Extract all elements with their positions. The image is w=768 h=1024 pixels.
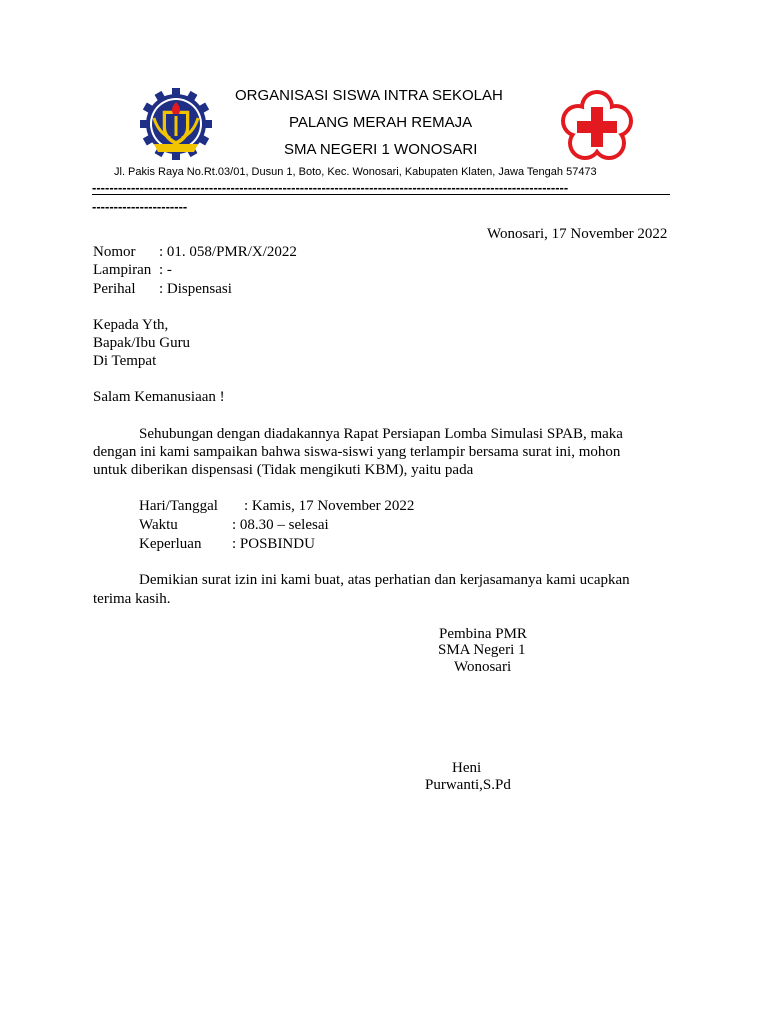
lampiran-label: Lampiran	[93, 262, 152, 278]
header-dash-line-1: --------------------------------------------------------------------------------------------------------------	[92, 181, 569, 194]
recipient-line-1: Kepada Yth,	[93, 317, 169, 333]
detail-label-purpose: Keperluan	[139, 536, 202, 552]
signature-name-2: Purwanti,S.Pd	[425, 777, 511, 793]
perihal-label: Perihal	[93, 281, 136, 297]
header-address: Jl. Pakis Raya No.Rt.03/01, Dusun 1, Boto, Kec. Wonosari, Kabupaten Klaten, Jawa Tengah 57473	[114, 166, 597, 178]
lampiran-value: : -	[159, 262, 172, 278]
recipient-line-2: Bapak/Ibu Guru	[93, 335, 191, 351]
paragraph-1-line-1: Sehubungan dengan diadakannya Rapat Persiapan Lomba Simulasi SPAB, maka	[139, 426, 623, 442]
closing-line-2: terima kasih.	[93, 591, 171, 607]
place-date: Wonosari, 17 November 2022	[487, 226, 668, 242]
detail-value-time: : 08.30 – selesai	[232, 517, 329, 533]
detail-label-date: Hari/Tanggal	[139, 498, 218, 514]
nomor-value: : 01. 058/PMR/X/2022	[159, 244, 297, 260]
nomor-label: Nomor	[93, 244, 136, 260]
header-line-1: ORGANISASI SISWA INTRA SEKOLAH	[235, 87, 503, 104]
closing-line-1: Demikian surat izin ini kami buat, atas perhatian dan kerjasamanya kami ucapkan	[139, 572, 630, 588]
header-line-3: SMA NEGERI 1 WONOSARI	[284, 141, 478, 158]
red-cross-flower-icon	[556, 90, 638, 162]
detail-value-date: : Kamis, 17 November 2022	[244, 498, 415, 514]
recipient-line-3: Di Tempat	[93, 353, 157, 369]
paragraph-1-line-2: dengan ini kami sampaikan bahwa siswa-siswi yang terlampir bersama surat ini, mohon	[93, 444, 621, 460]
greeting: Salam Kemanusiaan !	[93, 389, 225, 405]
detail-label-time: Waktu	[139, 517, 178, 533]
signature-name-1: Heni	[452, 760, 482, 776]
perihal-value: : Dispensasi	[159, 281, 232, 297]
header-line-2: PALANG MERAH REMAJA	[289, 114, 473, 131]
header-dash-line-2: ----------------------	[92, 200, 188, 213]
signature-title-2: SMA Negeri 1	[438, 642, 526, 658]
header-rule	[92, 194, 670, 195]
signature-title-3: Wonosari	[454, 659, 512, 675]
school-emblem-icon	[138, 88, 214, 160]
paragraph-1-line-3: untuk diberikan dispensasi (Tidak mengikuti KBM), yaitu pada	[93, 462, 474, 478]
detail-value-purpose: : POSBINDU	[232, 536, 315, 552]
signature-title-1: Pembina PMR	[439, 626, 527, 642]
